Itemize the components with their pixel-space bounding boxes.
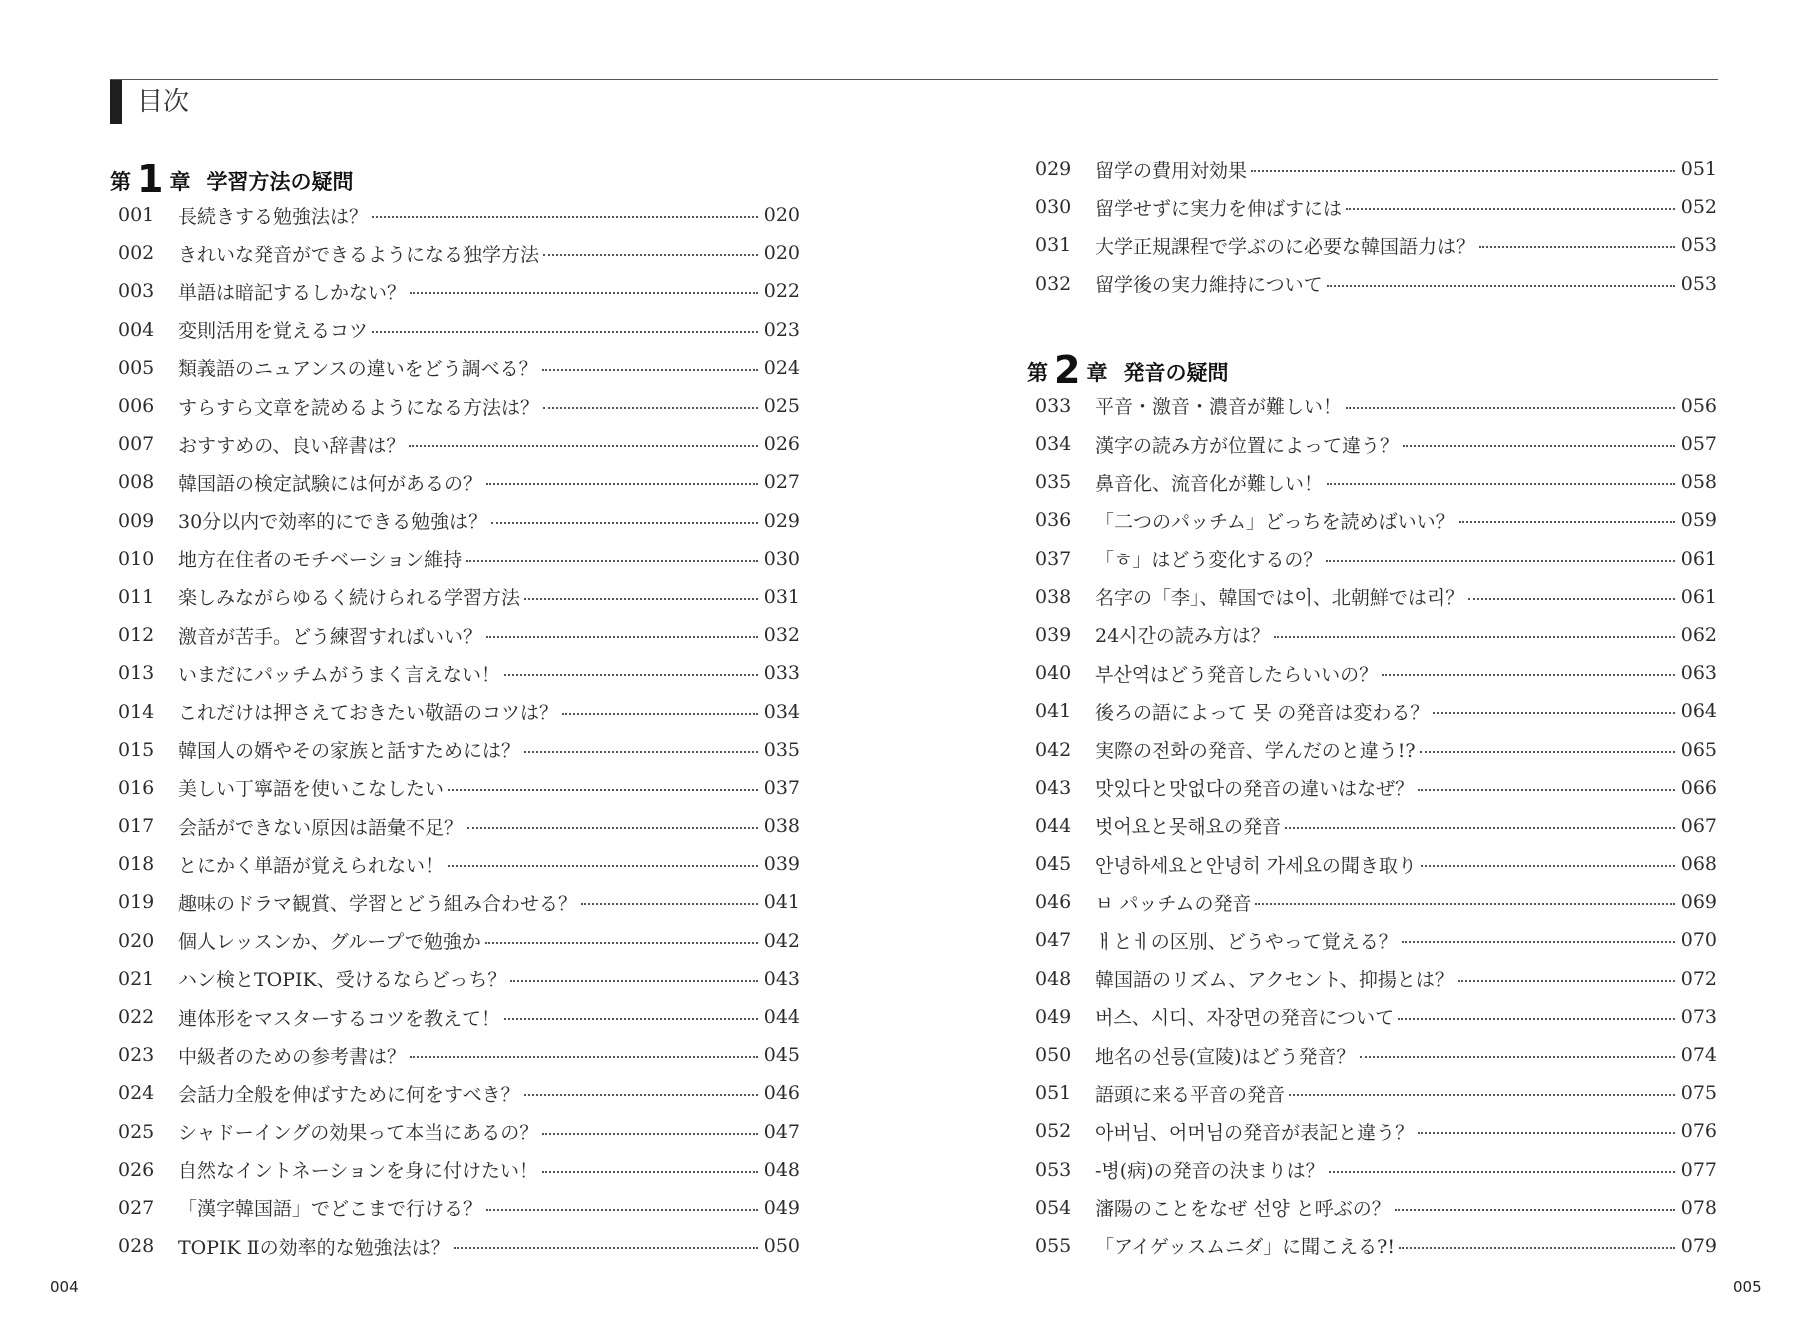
entry-title: 趣味のドラマ観賞、学習とどう組み合わせる？ (178, 892, 578, 915)
entry-title: 「アイゲッスムニダ」に聞こえる?! (1095, 1236, 1395, 1259)
entry-number: 015 (118, 738, 155, 761)
toc-entry (110, 807, 800, 845)
toc-entry (110, 769, 800, 807)
entry-number: 049 (1035, 1005, 1072, 1028)
page-title: 目次 (137, 87, 190, 117)
entry-page: 061 (1680, 585, 1717, 608)
toc-entry (110, 1036, 800, 1074)
entry-number: 023 (118, 1044, 155, 1067)
entry-number: 021 (118, 967, 155, 990)
entry-number: 026 (118, 1158, 155, 1181)
chapter-suffix: 章 (169, 170, 191, 194)
dot-leader (372, 331, 758, 333)
dot-leader (486, 1209, 758, 1211)
entry-page: 041 (763, 891, 800, 914)
entry-title: 「漢字韓国語」でどこまで行ける？ (178, 1198, 483, 1221)
entry-number: 055 (1035, 1234, 1072, 1257)
toc-entry (1027, 1074, 1717, 1112)
chapter-prefix: 第 (110, 170, 131, 194)
toc-entry (110, 311, 800, 349)
dot-leader (1433, 712, 1675, 714)
entry-title: 30分以内で効率的にできる勉強は？ (178, 511, 488, 534)
entry-number: 030 (1035, 196, 1072, 219)
entry-page: 070 (1680, 929, 1717, 952)
entry-title: おすすめの、良い辞書は？ (178, 434, 406, 457)
entry-page: 034 (763, 700, 800, 723)
entry-page: 052 (1680, 196, 1717, 219)
entry-number: 010 (118, 547, 155, 570)
toc-entry (110, 272, 800, 310)
entry-title: 韓国語のリズム、アクセント、抑揚とは？ (1095, 969, 1454, 992)
toc-entry (1027, 692, 1717, 730)
entry-page: 072 (1680, 967, 1717, 990)
entry-title: 個人レッスンか、グループで勉強か (178, 931, 481, 954)
toc-entry (1027, 960, 1717, 998)
entry-page: 026 (763, 433, 800, 456)
entry-page: 063 (1680, 662, 1717, 685)
toc-entry (110, 196, 800, 234)
chapter-spacer (1027, 303, 1717, 341)
entry-title: 単語は暗記するしかない？ (178, 281, 407, 304)
entry-number: 045 (1035, 853, 1072, 876)
dot-leader (581, 903, 758, 905)
entry-number: 007 (118, 433, 155, 456)
toc-entry (110, 883, 800, 921)
entry-title: 長続きする勉強法は？ (178, 205, 369, 228)
entry-page: 024 (763, 356, 800, 379)
entry-title: 名字の「李」、韓国では이、北朝鮮では리？ (1095, 587, 1465, 610)
toc-entry (110, 1189, 800, 1227)
dot-leader (485, 942, 758, 944)
entry-number: 054 (1035, 1196, 1072, 1219)
chapter-1-heading (110, 150, 800, 200)
entry-title: 連体形をマスターするコツを教えて！ (178, 1007, 501, 1030)
entry-title: 24시간の読み方は？ (1095, 625, 1270, 648)
dot-leader (409, 445, 758, 447)
entry-number: 005 (118, 356, 155, 379)
entry-title: 鼻音化、流音化が難しい！ (1095, 472, 1324, 495)
toc-entry (110, 1227, 800, 1265)
entry-page: 056 (1680, 394, 1717, 417)
entry-title: 美しい丁寧語を使いこなしたい (178, 778, 445, 801)
dot-leader (1459, 521, 1675, 523)
entry-number: 014 (118, 700, 155, 723)
entry-number: 047 (1035, 929, 1072, 952)
dot-leader (524, 598, 758, 600)
entry-number: 032 (1035, 272, 1072, 295)
entry-title: 韓国語の検定試験には何があるの？ (178, 472, 483, 495)
entry-number: 033 (1035, 394, 1072, 417)
entry-page: 077 (1680, 1158, 1717, 1181)
toc-entry (1027, 226, 1717, 264)
toc-entry (1027, 1189, 1717, 1227)
entry-page: 078 (1680, 1196, 1717, 1219)
dot-leader (1398, 1018, 1675, 1020)
entry-title: いまだにパッチムがうまく言えない！ (178, 663, 501, 686)
entry-page: 027 (763, 471, 800, 494)
toc-entry (1027, 883, 1717, 921)
entry-page: 050 (763, 1235, 800, 1258)
dot-leader (410, 1056, 758, 1058)
entry-number: 009 (118, 509, 155, 532)
entry-page: 043 (763, 967, 800, 990)
toc-entry (1027, 769, 1717, 807)
toc-entry (1027, 188, 1717, 226)
entry-number: 004 (118, 318, 155, 341)
entry-title: 地方在住者のモチベーション維持 (178, 549, 463, 572)
toc-left-column (110, 150, 800, 1265)
entry-number: 002 (118, 242, 155, 265)
dot-leader (1382, 674, 1675, 676)
chapter-title: 学習方法の疑問 (206, 170, 354, 194)
entry-page: 065 (1680, 738, 1717, 761)
toc-entry (1027, 654, 1717, 692)
chapter-prefix: 第 (1027, 360, 1048, 385)
entry-title: 激音が苦手。どう練習すればいい？ (178, 625, 483, 648)
dot-leader (510, 980, 758, 982)
entry-title: 平音・激音・濃音が難しい！ (1095, 396, 1343, 419)
entry-title: シャドーイングの効果って本当にあるの？ (178, 1122, 539, 1145)
toc-entry (1027, 265, 1717, 303)
entry-title: 自然なイントネーションを身に付けたい！ (178, 1160, 539, 1183)
dot-leader (543, 407, 758, 409)
entry-page: 038 (763, 815, 800, 838)
entry-page: 020 (763, 242, 800, 265)
chapter-number: 2 (1054, 347, 1081, 392)
toc-entry (1027, 1227, 1717, 1265)
dot-leader (1255, 903, 1675, 905)
entry-number: 039 (1035, 623, 1072, 646)
entry-title: これだけは押さえておきたい敬語のコツは？ (178, 702, 559, 725)
dot-leader (1468, 598, 1675, 600)
dot-leader (1402, 941, 1675, 943)
toc-entry (110, 692, 800, 730)
toc-entry (1027, 425, 1717, 463)
toc-entry (110, 654, 800, 692)
toc-entry (1027, 616, 1717, 654)
entry-number: 034 (1035, 433, 1072, 456)
dot-leader (448, 789, 758, 791)
entry-page: 074 (1680, 1044, 1717, 1067)
dot-leader (1479, 246, 1675, 248)
entry-title: 韓国人の婿やその家族と話すためには？ (178, 740, 521, 763)
entry-number: 018 (118, 853, 155, 876)
entry-page: 044 (763, 1006, 800, 1029)
toc-entry (110, 540, 800, 578)
entry-title: ㅐとㅔの区別、どうやって覚える？ (1095, 930, 1398, 953)
entry-title: 留学後の実力維持について (1095, 274, 1323, 297)
toc-entry (1027, 807, 1717, 845)
entry-page: 042 (763, 929, 800, 952)
entry-title: ㅂ パッチムの発音 (1095, 892, 1252, 915)
entry-title: 벗어요と못해요の発音 (1095, 816, 1282, 839)
toc-entry (110, 960, 800, 998)
toc-entry (1027, 730, 1717, 768)
toc-entry (1027, 1036, 1717, 1074)
entry-page: 066 (1680, 776, 1717, 799)
entry-number: 040 (1035, 662, 1072, 685)
entry-page: 073 (1680, 1005, 1717, 1028)
entry-page: 033 (763, 662, 800, 685)
dot-leader (542, 1133, 758, 1135)
entry-number: 003 (118, 280, 155, 303)
toc-entry (110, 463, 800, 501)
dot-leader (491, 522, 758, 524)
entry-page: 053 (1680, 272, 1717, 295)
entry-page: 069 (1680, 891, 1717, 914)
entry-number: 022 (118, 1006, 155, 1029)
entry-number: 011 (118, 585, 155, 608)
entry-title: とにかく単語が覚えられない！ (178, 854, 445, 877)
dot-leader (1327, 285, 1675, 287)
dot-leader (1251, 170, 1675, 172)
entry-page: 064 (1680, 700, 1717, 723)
dot-leader (1346, 208, 1675, 210)
toc-entry (110, 1151, 800, 1189)
entry-number: 020 (118, 929, 155, 952)
entry-number: 019 (118, 891, 155, 914)
entry-page: 023 (763, 318, 800, 341)
entry-title: 楽しみながらゆるく続けられる学習方法 (178, 587, 521, 610)
entry-title: TOPIK Ⅱの効率的な勉強法は？ (178, 1236, 450, 1259)
toc-entry (110, 998, 800, 1036)
dot-leader (466, 560, 758, 562)
top-rule (110, 79, 1718, 80)
entry-page: 067 (1680, 814, 1717, 837)
entry-number: 017 (118, 815, 155, 838)
entry-page: 029 (763, 509, 800, 532)
entry-page: 045 (763, 1044, 800, 1067)
toc-entry (1027, 150, 1717, 188)
page-number-right: 005 (1733, 1278, 1762, 1296)
entry-number: 001 (118, 204, 155, 227)
entry-title: 留学の費用対効果 (1095, 159, 1248, 182)
dot-leader (410, 292, 758, 294)
entry-title: すらすら文章を読めるようになる方法は？ (178, 396, 540, 419)
dot-leader (1360, 1056, 1675, 1058)
dot-leader (542, 1171, 758, 1173)
dot-leader (1289, 1094, 1675, 1096)
entry-title: 実際の전화の発音、学んだのと違う!? (1095, 740, 1416, 763)
entry-number: 008 (118, 471, 155, 494)
toc-entry (1027, 845, 1717, 883)
entry-page: 079 (1680, 1234, 1717, 1257)
dot-leader (1418, 789, 1675, 791)
entry-title: 漢字の読み方が位置によって違う？ (1095, 434, 1400, 457)
entry-title: 안녕하세요と안녕히 가세요の聞き取り (1095, 854, 1417, 877)
dot-leader (372, 216, 758, 218)
title-marker-bar (110, 80, 122, 124)
entry-title: 類義語のニュアンスの違いをどう調べる？ (178, 358, 538, 381)
toc-list-chapter-1 (110, 196, 800, 1265)
entry-title: 「二つのパッチム」どっちを読めばいい？ (1095, 510, 1455, 533)
entry-page: 075 (1680, 1082, 1717, 1105)
entry-title: 瀋陽のことをなぜ 선양 と呼ぶの？ (1095, 1198, 1391, 1221)
entry-page: 046 (763, 1082, 800, 1105)
entry-number: 048 (1035, 967, 1072, 990)
entry-number: 037 (1035, 547, 1072, 570)
dot-leader (542, 369, 758, 371)
toc-list-chapter-1-continued (1027, 150, 1717, 303)
entry-page: 068 (1680, 853, 1717, 876)
toc-entry (1027, 998, 1717, 1036)
dot-leader (486, 636, 758, 638)
entry-page: 047 (763, 1120, 800, 1143)
entry-page: 048 (763, 1158, 800, 1181)
entry-number: 035 (1035, 471, 1072, 494)
entry-page: 076 (1680, 1120, 1717, 1143)
toc-entry (110, 387, 800, 425)
entry-title: 会話力全般を伸ばすために何をすべき？ (178, 1083, 520, 1106)
entry-title: 부산역はどう発音したらいいの？ (1095, 663, 1379, 686)
entry-title: 中級者のための参考書は？ (178, 1045, 407, 1068)
entry-title: -병(病)の発音の決まりは？ (1095, 1160, 1325, 1183)
dot-leader (504, 674, 758, 676)
toc-entry (1027, 578, 1717, 616)
entry-page: 058 (1680, 471, 1717, 494)
dot-leader (1285, 827, 1675, 829)
entry-page: 062 (1680, 623, 1717, 646)
entry-page: 051 (1680, 158, 1717, 181)
entry-page: 037 (763, 776, 800, 799)
toc-entry (110, 922, 800, 960)
dot-leader (486, 483, 758, 485)
toc-entry (1027, 1151, 1717, 1189)
entry-page: 059 (1680, 509, 1717, 532)
toc-entry (110, 1074, 800, 1112)
entry-title: きれいな発音ができるようになる独学方法 (178, 243, 540, 266)
entry-page: 020 (763, 204, 800, 227)
dot-leader (448, 865, 758, 867)
entry-number: 046 (1035, 891, 1072, 914)
dot-leader (562, 713, 758, 715)
dot-leader (1346, 407, 1675, 409)
entry-number: 031 (1035, 234, 1072, 257)
dot-leader (1403, 445, 1675, 447)
entry-title: 変則活用を覚えるコツ (178, 320, 369, 343)
dot-leader (1421, 865, 1675, 867)
toc-entry (110, 502, 800, 540)
dot-leader (1326, 560, 1675, 562)
entry-title: 会話ができない原因は語彙不足？ (178, 816, 464, 839)
chapter-number: 1 (137, 157, 164, 201)
toc-entry (110, 234, 800, 272)
entry-number: 041 (1035, 700, 1072, 723)
entry-title: 아버님、어머님の発音が表記と違う？ (1095, 1121, 1415, 1144)
entry-title: 地名の선릉(宣陵)はどう発音？ (1095, 1045, 1356, 1068)
dot-leader (1274, 636, 1675, 638)
entry-number: 044 (1035, 814, 1072, 837)
toc-entry (1027, 540, 1717, 578)
dot-leader (524, 751, 758, 753)
entry-page: 032 (763, 624, 800, 647)
entry-number: 027 (118, 1196, 155, 1219)
entry-number: 016 (118, 776, 155, 799)
entry-number: 050 (1035, 1044, 1072, 1067)
entry-number: 013 (118, 662, 155, 685)
dot-leader (1420, 751, 1675, 753)
dot-leader (1458, 980, 1675, 982)
chapter-2-heading (1027, 341, 1717, 391)
entry-title: 맛있다と맛없다の発音の違いはなぜ？ (1095, 778, 1415, 801)
entry-page: 061 (1680, 547, 1717, 570)
toc-entry (1027, 463, 1717, 501)
dot-leader (524, 1094, 758, 1096)
entry-number: 042 (1035, 738, 1072, 761)
entry-number: 036 (1035, 509, 1072, 532)
dot-leader (1327, 483, 1675, 485)
entry-number: 012 (118, 624, 155, 647)
toc-entry (1027, 501, 1717, 539)
toc-list-chapter-2 (1027, 387, 1717, 1265)
toc-entry (110, 425, 800, 463)
entry-title: 語頭に来る平音の発音 (1095, 1083, 1286, 1106)
entry-number: 043 (1035, 776, 1072, 799)
entry-number: 006 (118, 395, 155, 418)
dot-leader (1399, 1247, 1675, 1249)
dot-leader (1395, 1209, 1675, 1211)
entry-page: 030 (763, 547, 800, 570)
toc-entry (110, 616, 800, 654)
entry-page: 057 (1680, 433, 1717, 456)
dot-leader (467, 827, 758, 829)
toc-entry (110, 731, 800, 769)
entry-page: 053 (1680, 234, 1717, 257)
toc-entry (1027, 921, 1717, 959)
toc-entry (1027, 1112, 1717, 1150)
toc-entry (110, 578, 800, 616)
toc-entry (1027, 387, 1717, 425)
entry-number: 024 (118, 1082, 155, 1105)
toc-entry (110, 1113, 800, 1151)
chapter-title: 発音の疑問 (1123, 360, 1229, 385)
dot-leader (1418, 1132, 1675, 1134)
entry-page: 031 (763, 585, 800, 608)
dot-leader (454, 1247, 758, 1249)
dot-leader (504, 1018, 758, 1020)
entry-page: 035 (763, 738, 800, 761)
entry-page: 039 (763, 853, 800, 876)
entry-title: 「ㅎ」はどう変化するの？ (1095, 549, 1323, 572)
entry-title: 後ろの語によって 못 の発音は変わる？ (1095, 701, 1430, 724)
chapter-suffix: 章 (1086, 360, 1108, 385)
entry-number: 028 (118, 1235, 155, 1258)
entry-number: 025 (118, 1120, 155, 1143)
entry-page: 049 (763, 1196, 800, 1219)
toc-entry (110, 349, 800, 387)
page-number-left: 004 (50, 1278, 79, 1296)
toc-entry (110, 845, 800, 883)
entry-title: 버스、시디、자장면の発音について (1095, 1007, 1395, 1030)
entry-number: 029 (1035, 158, 1072, 181)
entry-title: 大学正規課程で学ぶのに必要な韓国語力は？ (1095, 235, 1476, 258)
entry-number: 053 (1035, 1158, 1072, 1181)
toc-right-column (1027, 150, 1717, 1265)
dot-leader (1329, 1171, 1675, 1173)
entry-number: 052 (1035, 1120, 1072, 1143)
dot-leader (543, 254, 758, 256)
entry-number: 038 (1035, 585, 1072, 608)
entry-number: 051 (1035, 1082, 1072, 1105)
entry-page: 022 (763, 280, 800, 303)
entry-title: 留学せずに実力を伸ばすには (1095, 197, 1343, 220)
entry-page: 025 (763, 395, 800, 418)
entry-title: ハン検とTOPIK、受けるならどっち？ (178, 969, 507, 992)
